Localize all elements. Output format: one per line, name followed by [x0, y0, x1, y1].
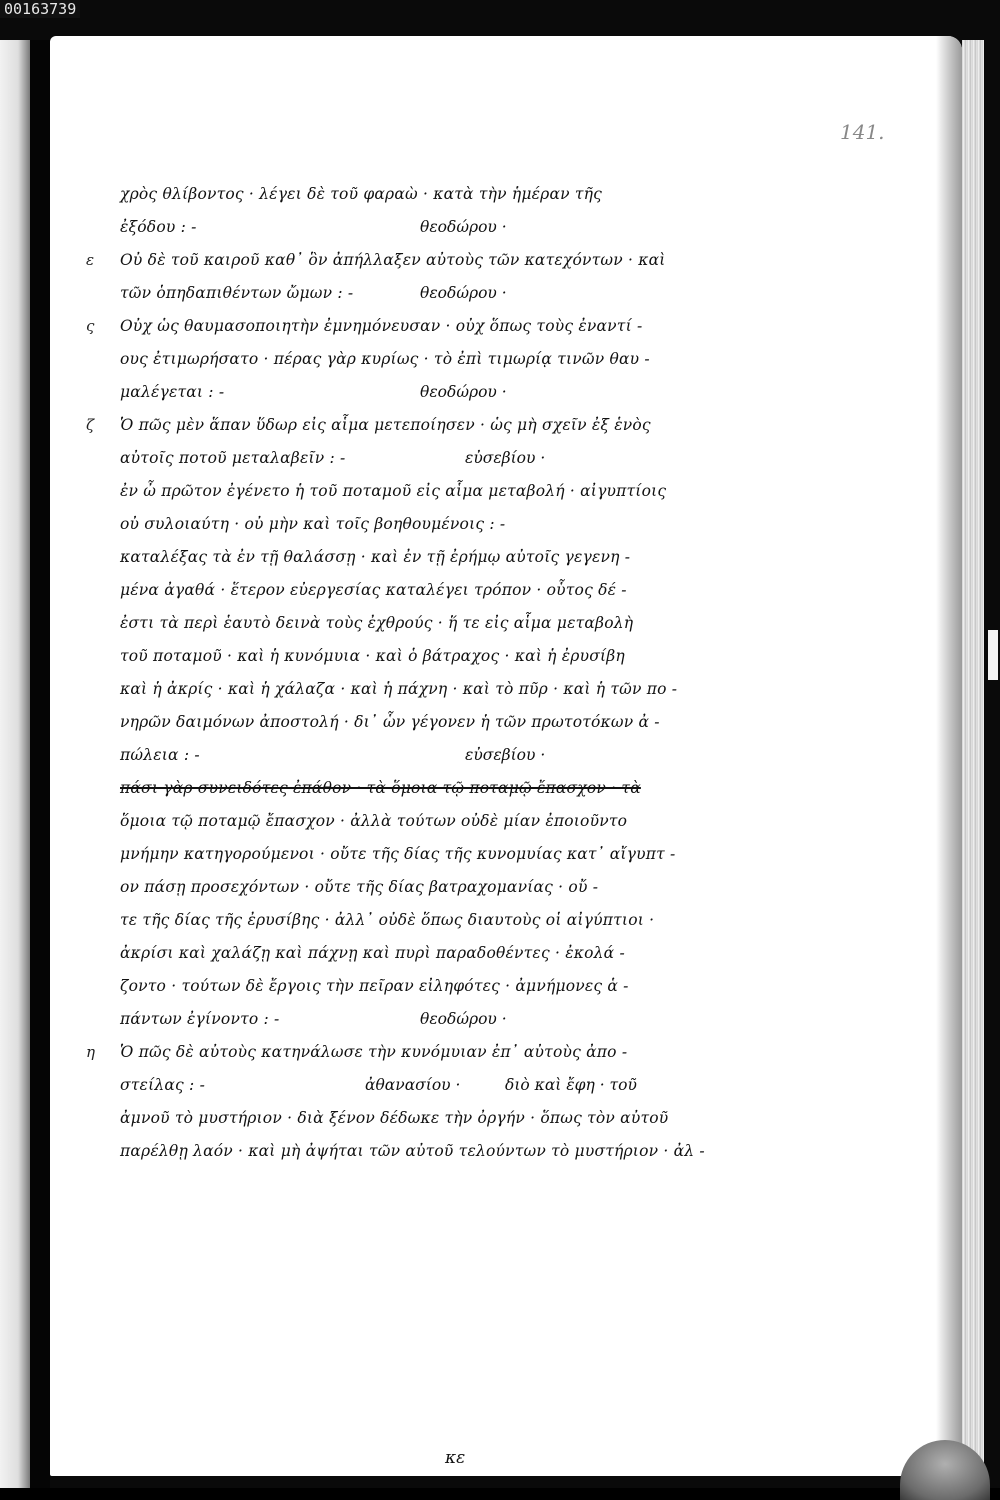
- line-text: Οὐ δὲ τοῦ καιροῦ καθ᾽ ὃν ἀπήλλαξεν αὐτοὺς τῶν κατεχόντων · καὶ: [120, 251, 666, 269]
- margin-section-number: ζ: [86, 416, 95, 434]
- text-line: [86, 409, 700, 442]
- line-text: νηρῶν δαιμόνων ἀποστολή · δι᾽ ὧν γέγονεν ἡ τῶν πρωτοτόκων ἀ -: [120, 713, 660, 731]
- author-attribution: ἀθανασίου ·: [365, 1076, 461, 1094]
- text-line: [120, 508, 700, 541]
- line-continuation-text: διὸ καὶ ἔφη · τοῦ: [505, 1076, 637, 1094]
- line-text: παρέλθῃ λαόν · καὶ μὴ ἀψήται τῶν αὐτοῦ τελούντων τὸ μυστήριον · ἀλ -: [120, 1142, 705, 1160]
- line-text: Ὁ πῶς μὲν ἅπαν ὕδωρ εἰς αἷμα μετεποίησεν · ὡς μὴ σχεῖν ἐξ ἑνὸς: [120, 416, 651, 434]
- text-line: [120, 673, 700, 706]
- line-text: ον πάσῃ προσεχόντων · οὔτε τῆς δίας βατραχομανίας · οὔ -: [120, 878, 599, 896]
- author-attribution: εὐσεβίου ·: [465, 449, 546, 467]
- line-text: τοῦ ποταμοῦ · καὶ ἡ κυνόμυια · καὶ ὁ βάτραχος · καὶ ἡ ἐρυσίβη: [120, 647, 625, 665]
- scan-border: [984, 40, 1000, 1488]
- line-text: πώλεια : -: [120, 746, 200, 764]
- text-line: [120, 178, 700, 211]
- margin-section-number: η: [86, 1043, 95, 1061]
- text-line: [120, 937, 700, 970]
- line-text: ἀκρίσι καὶ χαλάζῃ καὶ πάχνῃ καὶ πυρὶ παραδοθέντες · ἐκολά -: [120, 944, 625, 962]
- text-line: [120, 739, 700, 772]
- page-curl-shadow: [936, 36, 962, 1476]
- line-text: ἐν ὦ πρῶτον ἐγένετο ἡ τοῦ ποταμοῦ εἰς αἷμα μεταβολή · αἰγυπτίοις: [120, 482, 667, 500]
- author-attribution: θεοδώρου ·: [420, 383, 507, 401]
- text-line: [120, 1003, 700, 1036]
- line-text: Ὁ πῶς δὲ αὐτοὺς κατηνάλωσε τὴν κυνόμυιαν ἐπ᾽ αὐτοὺς ἀπο -: [120, 1043, 628, 1061]
- author-attribution: θεοδώρου ·: [420, 218, 507, 236]
- text-line: [86, 1036, 700, 1069]
- text-line: [120, 805, 700, 838]
- book-gutter: [30, 40, 50, 1488]
- text-line: [120, 277, 700, 310]
- author-attribution: εὐσεβίου ·: [465, 746, 546, 764]
- line-text: αὐτοῖς ποτοῦ μεταλαβεῖν : -: [120, 449, 346, 467]
- struck-through-line-text: πάσι γὰρ συνειδότες ἐπάθον · τὰ ὅμοια τῷ ποταμῷ ἔπασχον · τὰ: [120, 779, 641, 797]
- left-page-edge: [0, 40, 30, 1488]
- line-text: τῶν ὁπηδαπιθέντων ὤμων : -: [120, 284, 354, 302]
- line-text: ζοντο · τούτων δὲ ἔργοις τὴν πεῖραν εἰληφότες · ἀμνήμονες ἁ -: [120, 977, 629, 995]
- author-attribution: θεοδώρου ·: [420, 284, 507, 302]
- line-text: μνήμην κατηγορούμενοι · οὔτε τῆς δίας τῆς κυνομυίας κατ᾽ αἴγυπτ -: [120, 845, 676, 863]
- line-text: στείλας : -: [120, 1076, 206, 1094]
- text-line: [120, 640, 700, 673]
- left-margin-note: [2, 1360, 16, 1480]
- text-line: [120, 442, 700, 475]
- line-text: καταλέξας τὰ ἐν τῇ θαλάσσῃ · καὶ ἐν τῇ ἐρήμῳ αὐτοῖς γεγενη -: [120, 548, 631, 566]
- line-text: ἐξόδου : -: [120, 218, 197, 236]
- line-text: ους ἐτιμωρήσατο · πέρας γὰρ κυρίως · τὸ ἐπὶ τιμωρίᾳ τινῶν θαυ -: [120, 350, 650, 368]
- line-text: μένα ἀγαθά · ἕτερον εὐεργεσίας καταλέγει τρόπον · οὗτος δέ -: [120, 581, 627, 599]
- line-text: ὅμοια τῷ ποταμῷ ἔπασχον · ἀλλὰ τούτων οὐδὲ μίαν ἐποιοῦντο: [120, 812, 628, 830]
- line-text: ἐστι τὰ περὶ ἑαυτὸ δεινὰ τοὺς ἐχθρούς · ἥ τε εἰς αἷμα μεταβολὴ: [120, 614, 634, 632]
- text-line: [120, 574, 700, 607]
- line-text: ἀμνοῦ τὸ μυστήριον · διὰ ξένον δέδωκε τὴν ὀργήν · ὅπως τὸν αὐτοῦ: [120, 1109, 669, 1127]
- line-text: Οὐχ ὡς θαυμασοποιητὴν ἐμνημόνευσαν · οὐχ ὅπως τοὺς ἐναντί -: [120, 317, 643, 335]
- text-line: [120, 706, 700, 739]
- line-text: καὶ ἡ ἀκρίς · καὶ ἡ χάλαζα · καὶ ἡ πάχνη · καὶ τὸ πῦρ · καὶ ἡ τῶν πο -: [120, 680, 678, 698]
- margin-section-number: ς: [86, 317, 95, 335]
- text-line: [120, 541, 700, 574]
- text-line: [120, 1102, 700, 1135]
- margin-section-number: ε: [86, 251, 95, 269]
- manuscript-text-block: [86, 178, 705, 1168]
- folio-number: 141.: [840, 120, 885, 144]
- quire-signature: κε: [445, 1448, 466, 1468]
- text-line: [120, 211, 700, 244]
- text-line: [120, 904, 700, 937]
- line-text: οὐ συλοιαύτη · οὐ μὴν καὶ τοῖς βοηθουμένοις : -: [120, 515, 506, 533]
- text-line: [120, 772, 700, 805]
- author-attribution: θεοδώρου ·: [420, 1010, 507, 1028]
- microfilm-code: 00163739: [0, 0, 80, 18]
- text-line: [86, 310, 700, 343]
- text-line: [86, 244, 700, 277]
- line-text: πάντων ἐγίνοντο : -: [120, 1010, 280, 1028]
- text-line: [120, 475, 700, 508]
- line-text: χρὸς θλίβοντος · λέγει δὲ τοῦ φαραὼ · κατὰ τὴν ἡμέραν τῆς: [120, 185, 603, 203]
- text-line: [120, 607, 700, 640]
- text-line: [120, 1069, 700, 1102]
- text-line: [120, 871, 700, 904]
- page-tab-marker: [988, 630, 998, 680]
- text-line: [120, 343, 700, 376]
- book-fore-edge: [962, 40, 984, 1480]
- line-text: τε τῆς δίας τῆς ἐρυσίβης · ἀλλ᾽ οὐδὲ ὅπως διαυτοὺς οἱ αἰγύπτιοι ·: [120, 911, 655, 929]
- text-line: [120, 970, 700, 1003]
- text-line: [120, 838, 700, 871]
- text-line: [120, 1135, 705, 1168]
- text-line: [120, 376, 700, 409]
- line-text: μαλέγεται : -: [120, 383, 225, 401]
